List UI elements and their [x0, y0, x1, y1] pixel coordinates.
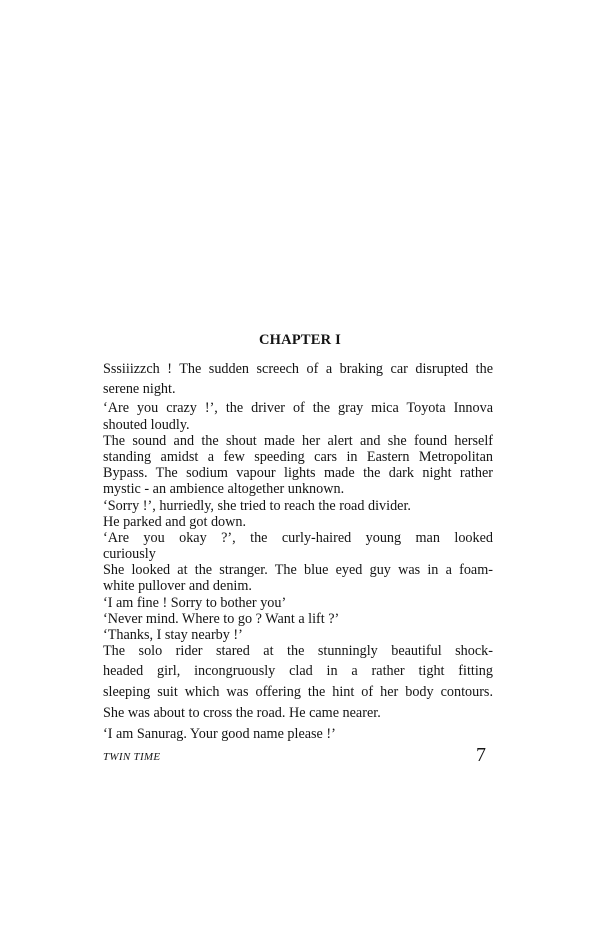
text-line: Bypass. The sodium vapour lights made the dark night rather	[103, 465, 493, 482]
text-line: white pullover and denim.	[103, 578, 252, 595]
text-line: ‘Thanks, I stay nearby !’	[103, 627, 243, 643]
chapter-title: CHAPTER I	[259, 332, 341, 348]
text-line: He parked and got down.	[103, 513, 247, 530]
text-line: shouted loudly.	[103, 416, 190, 433]
text-line: standing amidst a few speeding cars in Eastern Metropolitan	[103, 448, 493, 465]
text-line: mystic - an ambience altogether unknown.	[103, 481, 345, 498]
body-text	[103, 361, 493, 743]
text-line: Sssiiizzch ! The sudden screech of a braking car disrupted the	[103, 361, 493, 377]
text-line: ‘Are you crazy !’, the driver of the gray mica Toyota Innova	[103, 400, 493, 417]
text-line: She looked at the stranger. The blue eyed guy was in a foam-	[103, 562, 493, 579]
running-footer-title: TWIN TIME	[103, 751, 161, 763]
text-line: She was about to cross the road. He came nearer.	[103, 705, 381, 722]
text-line: sleeping suit which was offering the hint of her body contours.	[103, 684, 493, 701]
text-line: ‘Sorry !’, hurriedly, she tried to reach the road divider.	[103, 497, 411, 514]
text-line: ‘Are you okay ?’, the curly-haired young man looked	[103, 529, 493, 546]
text-line: ‘Never mind. Where to go ? Want a lift ?’	[103, 610, 340, 627]
page-number: 7	[476, 744, 486, 766]
text-line: ‘I am Sanurag. Your good name please !’	[103, 726, 336, 743]
text-line: curiously	[103, 546, 156, 563]
text-line: serene night.	[103, 380, 176, 397]
text-line: The sound and the shout made her alert and she found herself	[103, 432, 493, 449]
text-line: The solo rider stared at the stunningly beautiful shock-	[103, 643, 493, 660]
text-line: ‘I am fine ! Sorry to bother you’	[103, 594, 287, 611]
text-line: headed girl, incongruously clad in a rather tight fitting	[103, 662, 493, 679]
